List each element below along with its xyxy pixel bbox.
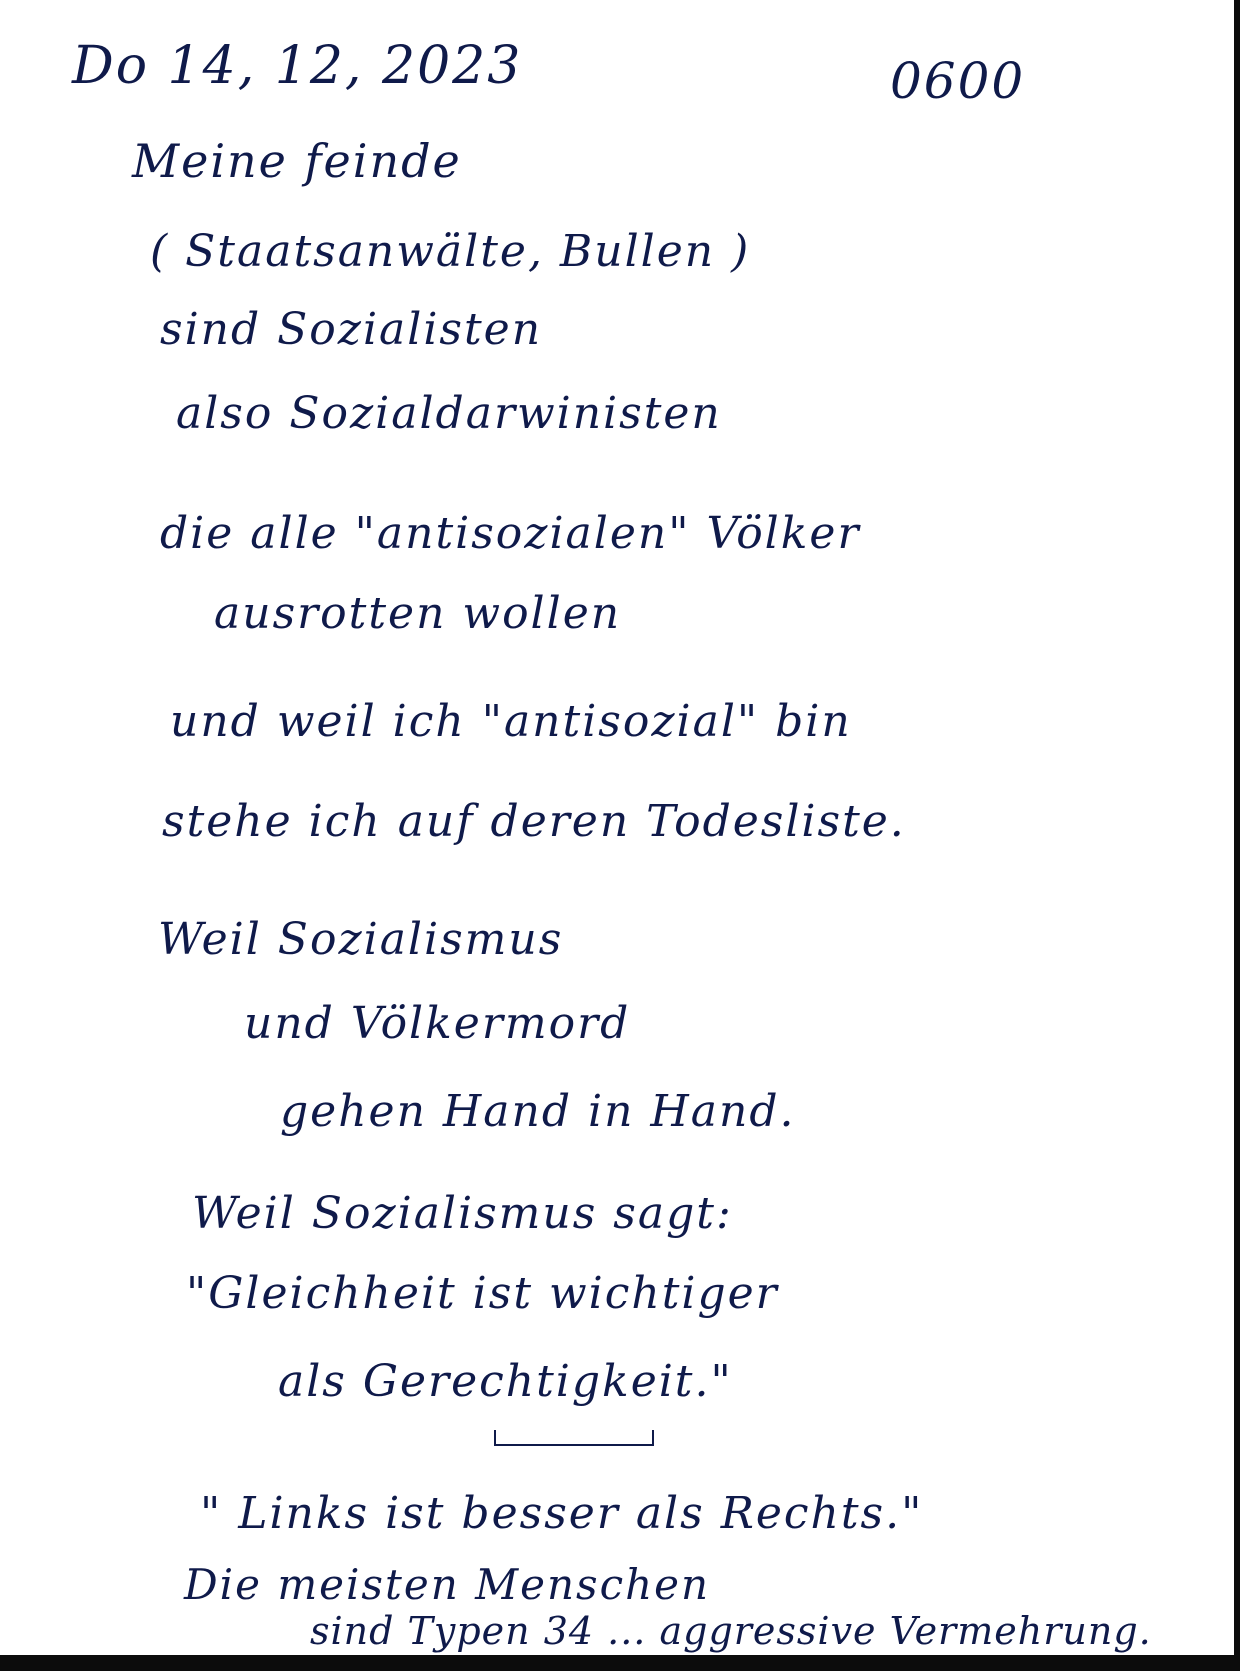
note-line-6: ausrotten wollen xyxy=(214,588,622,639)
note-line-4: also Sozialdarwinisten xyxy=(176,388,722,439)
note-line-11: gehen Hand in Hand. xyxy=(280,1086,796,1137)
note-line-13: "Gleichheit ist wichtiger xyxy=(186,1268,779,1319)
note-line-9: Weil Sozialismus xyxy=(158,914,564,965)
note-line-12: Weil Sozialismus sagt: xyxy=(192,1188,733,1239)
date-text: Do 14, 12, 2023 xyxy=(72,36,523,96)
note-line-16: Die meisten Menschen xyxy=(184,1560,711,1609)
note-line-3: sind Sozialisten xyxy=(160,304,543,355)
note-line-1: Meine feinde xyxy=(132,134,462,188)
note-line-15: " Links ist besser als Rechts." xyxy=(200,1488,924,1539)
note-line-7: und weil ich "antisozial" bin xyxy=(170,696,852,747)
scan-edge-bottom xyxy=(0,1655,1240,1671)
note-line-8: stehe ich auf deren Todesliste. xyxy=(162,796,906,847)
note-line-17: sind Typen 34 ... aggressive Vermehrung. xyxy=(310,1609,1152,1653)
note-line-5: die alle "antisozialen" Völker xyxy=(160,508,861,559)
emphasis-bracket-mark xyxy=(494,1430,654,1446)
time-text: 0600 xyxy=(890,52,1026,110)
scan-edge-right xyxy=(1234,0,1240,1671)
note-line-14: als Gerechtigkeit." xyxy=(278,1356,733,1407)
note-line-10: und Völkermord xyxy=(244,998,631,1049)
note-line-2: ( Staatsanwälte, Bullen ) xyxy=(150,226,751,277)
